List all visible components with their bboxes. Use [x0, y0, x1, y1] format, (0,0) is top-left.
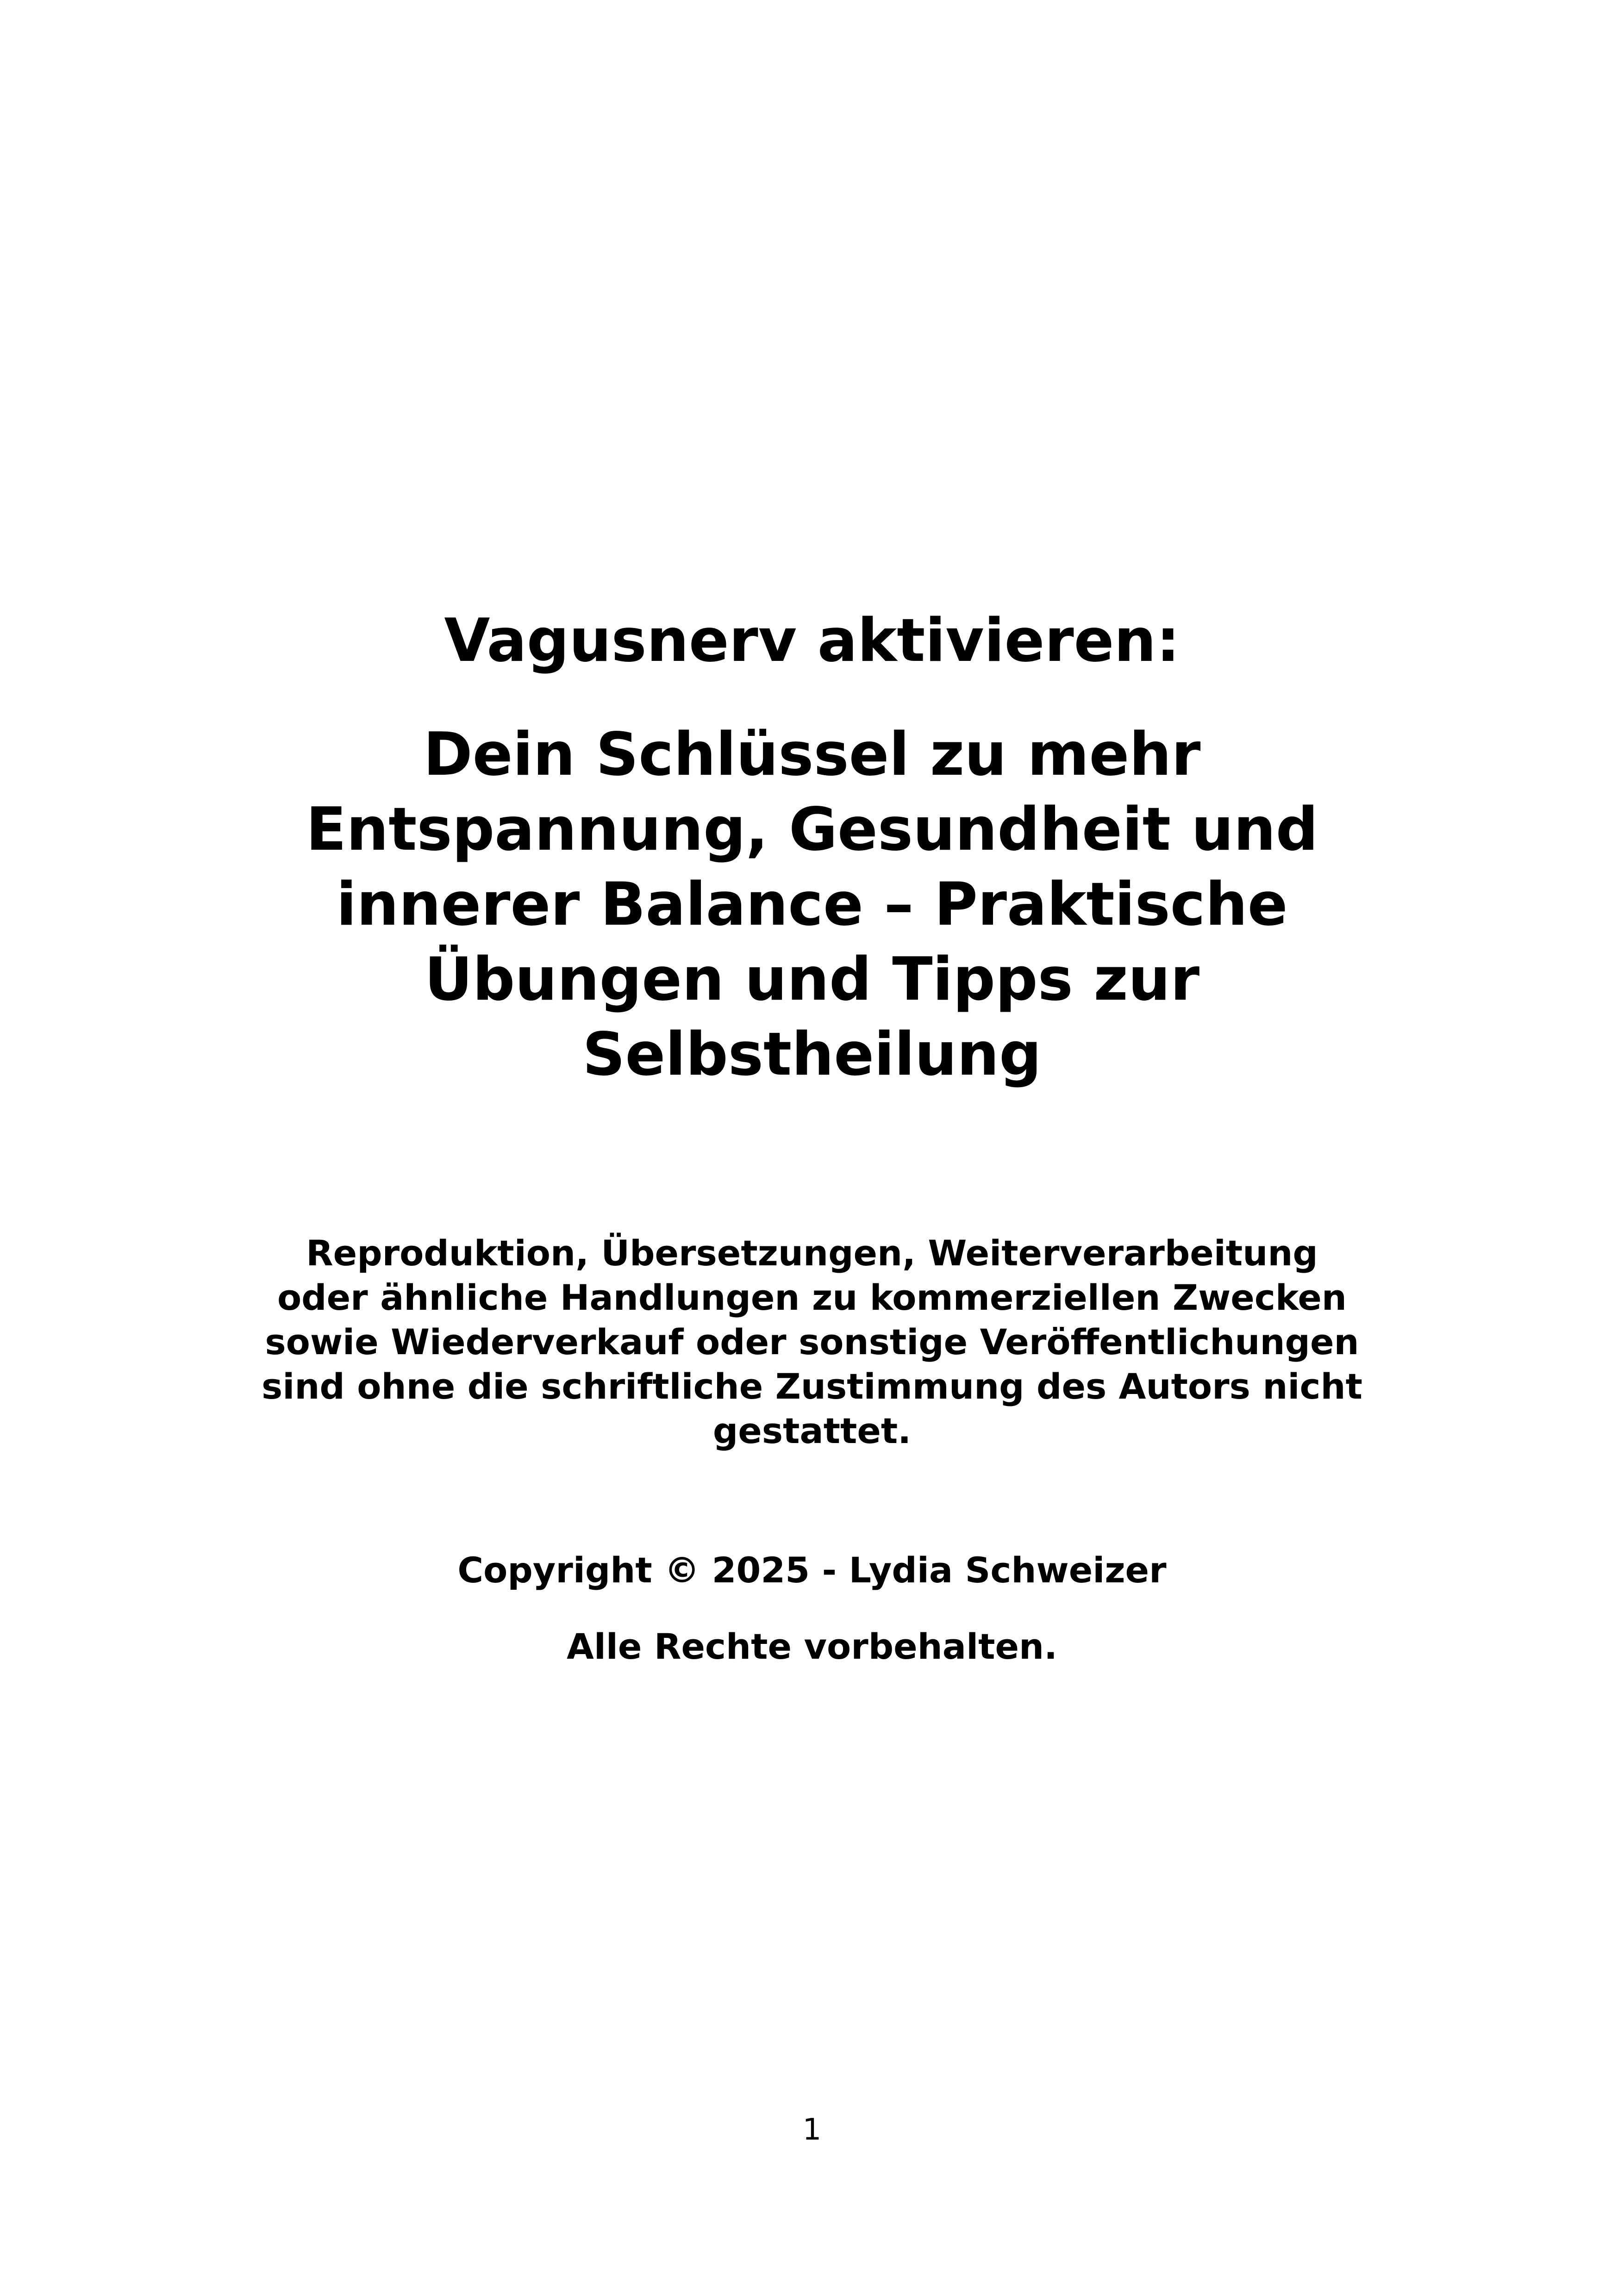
copyright-notice: Reproduktion, Übersetzungen, Weiterverarbeitung oder ähnliche Handlungen zu kommerziellen Zwecken sowie Wiederverkauf oder sonstige Veröffentlichungen sind ohne die schriftliche Zustimmung des Autors nicht gestattet.: [262, 1232, 1362, 1451]
rights-reserved: Alle Rechte vorbehalten.: [567, 1626, 1057, 1667]
title-line-2: Dein Schlüssel zu mehr Entspannung, Gesundheit und innerer Balance – Praktische Übungen und Tipps zur Selbstheilung: [306, 720, 1318, 1089]
title-line-1: Vagusnerv aktivieren:: [444, 606, 1180, 675]
copyright-line: Copyright © 2025 - Lydia Schweizer: [457, 1549, 1167, 1591]
page-number: 1: [802, 2113, 822, 2147]
